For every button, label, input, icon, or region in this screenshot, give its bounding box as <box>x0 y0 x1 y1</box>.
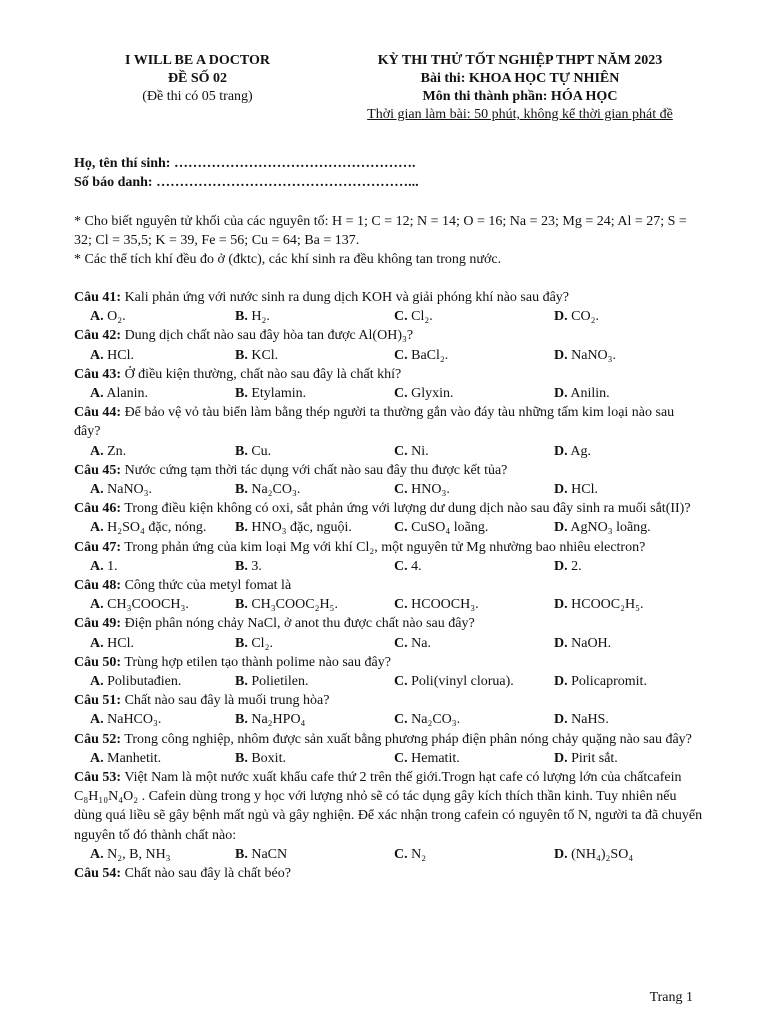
answer-text: HNO₃ đặc, nguội. <box>251 520 352 536</box>
exam-subject: Bài thi: KHOA HỌC TỰ NHIÊN <box>420 71 620 86</box>
question-51 <box>74 691 704 710</box>
school-name: I WILL BE A DOCTOR <box>125 53 270 68</box>
question-53 <box>74 768 704 845</box>
answer-letter: C. <box>394 597 408 613</box>
answer-option <box>235 518 394 537</box>
answer-letter: D. <box>554 443 568 459</box>
answer-text: KCl. <box>251 347 279 363</box>
question-47 <box>74 538 704 557</box>
answer-text: HCOOCH₃. <box>411 597 479 613</box>
answer-option <box>554 557 704 576</box>
answer-letter: A. <box>90 482 104 498</box>
answer-text: Cl₂. <box>251 635 273 651</box>
answer-letter: B. <box>235 558 248 574</box>
question-text: Trong điều kiện không có oxi, sắt phản ứng với lượng dư dung dịch nào sau đây sinh ra muối sắt(II)? <box>124 501 691 517</box>
answer-text: Ni. <box>411 443 429 459</box>
question-text: Để bảo vệ vỏ tàu biển làm bằng thép người ta thường gắn vào đáy tàu những tấm kim loại nào sau đây? <box>74 405 675 440</box>
question-number: Câu 48: <box>74 578 122 594</box>
answer-option <box>74 749 235 768</box>
answer-text: Na. <box>411 635 431 651</box>
answer-option <box>394 557 554 576</box>
answer-text: CuSO₄ loãng. <box>411 520 489 536</box>
answer-letter: A. <box>90 386 104 402</box>
answer-letter: B. <box>235 674 248 690</box>
answer-letter: B. <box>235 520 248 536</box>
answer-letter: B. <box>235 635 248 651</box>
exam-code: ĐỀ SỐ 02 <box>167 71 228 86</box>
question-number: Câu 41: <box>74 290 122 305</box>
answer-letter: D. <box>554 520 568 536</box>
answer-option <box>74 595 235 614</box>
answer-letter: D. <box>554 750 568 766</box>
question-number: Câu 52: <box>74 731 122 747</box>
answer-letter: B. <box>235 846 248 862</box>
answer-options <box>74 307 704 326</box>
answer-options <box>74 710 704 729</box>
question-text: Nước cứng tạm thời tác dụng với chất nào sau đây thu được kết tủa? <box>124 462 508 478</box>
answer-text: 1. <box>107 558 118 574</box>
answer-letter: C. <box>394 635 408 651</box>
question-number: Câu 51: <box>74 693 122 709</box>
answer-text: NaNO₃. <box>571 347 617 363</box>
answer-options <box>74 595 704 614</box>
question-number: Câu 44: <box>74 405 122 421</box>
question-text: Trong công nghiệp, nhôm được sản xuất bằng phương pháp điện phân nóng chảy quặng nào sau đây? <box>124 731 692 747</box>
answer-text: HCl. <box>107 347 134 363</box>
answer-text: 3. <box>251 558 262 574</box>
answer-letter: A. <box>90 558 104 574</box>
answer-text: HCOOC₂H₅. <box>571 597 644 613</box>
answer-option <box>235 557 394 576</box>
answer-text: 2. <box>571 558 582 574</box>
question-number: Câu 42: <box>74 328 122 344</box>
answer-text: Boxit. <box>251 750 286 766</box>
answer-option <box>554 634 704 653</box>
answer-letter: C. <box>394 712 408 728</box>
answer-option <box>554 595 704 614</box>
answer-letter: B. <box>235 597 248 613</box>
answer-option <box>554 307 704 326</box>
answer-letter: C. <box>394 674 408 690</box>
answer-text: Ag. <box>570 443 591 459</box>
answer-text: NaHS. <box>571 712 609 728</box>
answer-option <box>74 442 235 461</box>
answer-text: Polietilen. <box>251 674 309 690</box>
answer-option <box>394 442 554 461</box>
answer-option <box>235 442 394 461</box>
answer-letter: B. <box>235 309 248 325</box>
question-text: Chất nào sau đây là chất béo? <box>124 866 291 882</box>
question-text: Dung dịch chất nào sau đây hòa tan được Al(OH)₃? <box>124 328 414 344</box>
answer-option <box>554 672 704 691</box>
question-number: Câu 49: <box>74 616 122 632</box>
question-text: Kali phản ứng với nước sinh ra dung dịch KOH và giải phóng khí nào sau đây? <box>124 290 570 305</box>
question-text: Công thức của metyl fomat là <box>124 578 292 594</box>
answer-text: Zn. <box>107 443 127 459</box>
answer-option <box>74 710 235 729</box>
answer-letter: A. <box>90 520 104 536</box>
question-number: Câu 45: <box>74 462 122 478</box>
answer-text: AgNO₃ loãng. <box>570 520 651 536</box>
answer-text: (NH₄)₂SO₄ <box>571 846 634 862</box>
answer-options <box>74 480 704 499</box>
answer-option <box>394 384 554 403</box>
answer-option <box>394 845 554 864</box>
answer-option <box>74 557 235 576</box>
question-49 <box>74 614 704 633</box>
answer-text: NaOH. <box>571 635 612 651</box>
answer-options <box>74 557 704 576</box>
answer-option <box>394 749 554 768</box>
answer-options <box>74 749 704 768</box>
answer-option <box>394 346 554 365</box>
note-gas-volume: * Các thể tích khí đều đo ở (đktc), các khí sinh ra đều không tan trong nước. <box>74 252 502 267</box>
answer-option <box>235 595 394 614</box>
answer-options <box>74 442 704 461</box>
answer-option <box>394 672 554 691</box>
answer-letter: C. <box>394 520 408 536</box>
answer-option <box>394 480 554 499</box>
answer-options <box>74 346 704 365</box>
question-52 <box>74 730 704 749</box>
answer-option <box>554 845 704 864</box>
answer-text: NaCN <box>251 846 288 862</box>
answer-text: Manhetit. <box>107 750 162 766</box>
answer-letter: A. <box>90 674 104 690</box>
candidate-info <box>74 154 419 192</box>
answer-text: HCl. <box>107 635 134 651</box>
question-number: Câu 47: <box>74 539 122 555</box>
answer-letter: B. <box>235 482 248 498</box>
question-number: Câu 43: <box>74 366 122 382</box>
answer-letter: A. <box>90 712 104 728</box>
answer-letter: A. <box>90 750 104 766</box>
answer-letter: D. <box>554 386 568 402</box>
answer-letter: B. <box>235 347 248 363</box>
question-46 <box>74 499 704 518</box>
answer-letter: C. <box>394 750 408 766</box>
answer-letter: B. <box>235 712 248 728</box>
answer-options <box>74 845 704 864</box>
header-left <box>100 52 295 106</box>
answer-option <box>554 346 704 365</box>
question-text: Việt Nam là một nước xuất khẩu cafe thứ 2 trên thế giới.Trogn hạt cafe có lượng lớn của chấtcafein C₈H₁₀N₄O₂ . Cafein dùng trong y học với lượng nhỏ sẽ có tác dụng gây kích thích thần kinh. Tuy nhiên nếu dùng quá liều sẽ gây bệnh mất ngủ và gây nghiện. Để xác nhận trong cafein có nguyên tố N, người ta đã chuyển nguyên tố đó thành chất nào: <box>74 770 703 843</box>
answer-text: Na₂CO₃. <box>251 482 301 498</box>
answer-letter: C. <box>394 558 408 574</box>
answer-text: NaNO₃. <box>107 482 153 498</box>
answer-letter: D. <box>554 635 568 651</box>
question-48 <box>74 576 704 595</box>
answer-text: Poli(vinyl clorua). <box>411 674 514 690</box>
question-44 <box>74 403 704 441</box>
answer-letter: B. <box>235 750 248 766</box>
question-text: Trùng hợp etilen tạo thành polime nào sau đây? <box>124 654 391 670</box>
answer-option <box>74 845 235 864</box>
answer-text: Glyxin. <box>411 386 454 402</box>
candidate-name: Họ, tên thí sinh: ……………………………………………. <box>74 156 416 171</box>
answer-text: Na₂HPO₄ <box>251 712 306 728</box>
answer-letter: C. <box>394 347 408 363</box>
answer-letter: D. <box>554 846 568 862</box>
question-54 <box>74 864 704 883</box>
answer-option <box>74 346 235 365</box>
answer-option <box>554 384 704 403</box>
exam-duration: Thời gian làm bài: 50 phút, không kể thời gian phát đề <box>367 107 673 122</box>
answer-text: Anilin. <box>570 386 610 402</box>
answer-text: HCl. <box>571 482 598 498</box>
answer-option <box>74 518 235 537</box>
exam-title: KỲ THI THỬ TỐT NGHIỆP THPT NĂM 2023 <box>377 53 663 68</box>
answer-letter: B. <box>235 386 248 402</box>
answer-option <box>554 442 704 461</box>
answer-text: BaCl₂. <box>411 347 449 363</box>
answer-option <box>394 518 554 537</box>
answer-letter: D. <box>554 558 568 574</box>
answer-text: N₂, B, NH₃ <box>107 846 171 862</box>
answer-letter: D. <box>554 712 568 728</box>
exam-component: Môn thi thành phần: HÓA HỌC <box>422 89 618 104</box>
answer-option <box>235 672 394 691</box>
answer-text: N₂ <box>411 846 427 862</box>
answer-text: Alanin. <box>106 386 148 402</box>
answer-text: HNO₃. <box>411 482 450 498</box>
answer-option <box>235 307 394 326</box>
answer-option <box>394 595 554 614</box>
question-text: Điện phân nóng chảy NaCl, ở anot thu được chất nào sau đây? <box>124 616 475 632</box>
answer-option <box>235 634 394 653</box>
answer-letter: D. <box>554 347 568 363</box>
question-45 <box>74 461 704 480</box>
answer-letter: A. <box>90 347 104 363</box>
answer-option <box>74 480 235 499</box>
answer-letter: B. <box>235 443 248 459</box>
answer-text: Cu. <box>251 443 272 459</box>
answer-option <box>74 634 235 653</box>
answer-text: Polibutađien. <box>107 674 182 690</box>
question-43 <box>74 365 704 384</box>
question-text: Ở điều kiện thường, chất nào sau đây là chất khí? <box>124 366 402 382</box>
question-50 <box>74 653 704 672</box>
answer-text: Pirit sắt. <box>571 750 618 766</box>
answer-letter: D. <box>554 674 568 690</box>
answer-letter: C. <box>394 309 408 325</box>
answer-text: Hematit. <box>411 750 460 766</box>
answer-letter: D. <box>554 597 568 613</box>
question-number: Câu 46: <box>74 501 122 517</box>
question-number: Câu 50: <box>74 654 122 670</box>
question-number: Câu 53: <box>74 770 122 786</box>
answer-options <box>74 518 704 537</box>
answer-text: H₂. <box>251 309 270 325</box>
answer-text: NaHCO₃. <box>107 712 162 728</box>
notes <box>74 212 704 269</box>
answer-option <box>554 749 704 768</box>
answer-text: H₂SO₄ đặc, nóng. <box>107 520 207 536</box>
answer-options <box>74 634 704 653</box>
answer-text: 4. <box>411 558 422 574</box>
answer-text: O₂. <box>107 309 126 325</box>
answer-letter: C. <box>394 386 408 402</box>
note-atomic-mass: * Cho biết nguyên tử khối của các nguyên tố: H = 1; C = 12; N = 14; O = 16; Na = 23; Mg = 24; Al = 27; S = 32; Cl = 35,5; K = 39, Fe = 56; Cu = 64; Ba = 137. <box>74 214 687 248</box>
answer-options <box>74 384 704 403</box>
answer-letter: A. <box>90 597 104 613</box>
answer-option <box>554 518 704 537</box>
answer-option <box>394 710 554 729</box>
answer-text: Policapromit. <box>571 674 647 690</box>
answer-letter: A. <box>90 635 104 651</box>
answer-text: CH₃COOC₂H₅. <box>251 597 338 613</box>
answer-letter: D. <box>554 482 568 498</box>
answer-letter: D. <box>554 309 568 325</box>
question-text: Trong phản ứng của kim loại Mg với khí Cl₂, một nguyên tử Mg nhường bao nhiêu electron? <box>124 539 646 555</box>
answer-option <box>74 307 235 326</box>
answer-letter: A. <box>90 309 104 325</box>
header-right <box>340 52 700 124</box>
answer-option <box>235 710 394 729</box>
answer-option <box>394 634 554 653</box>
answer-letter: A. <box>90 443 104 459</box>
answer-option <box>554 480 704 499</box>
answer-text: Etylamin. <box>251 386 307 402</box>
question-list <box>74 288 704 883</box>
answer-option <box>235 346 394 365</box>
answer-letter: C. <box>394 443 408 459</box>
answer-option <box>235 384 394 403</box>
answer-option <box>74 384 235 403</box>
candidate-id: Số báo danh: ………………………………………………... <box>74 175 419 190</box>
answer-letter: C. <box>394 482 408 498</box>
answer-option <box>394 307 554 326</box>
answer-text: CO₂. <box>571 309 599 325</box>
question-number: Câu 54: <box>74 866 122 882</box>
question-42 <box>74 326 704 345</box>
page-count: (Đề thi có 05 trang) <box>142 89 253 104</box>
answer-options <box>74 672 704 691</box>
answer-option <box>74 672 235 691</box>
answer-text: CH₃COOCH₃. <box>107 597 189 613</box>
answer-option <box>235 480 394 499</box>
answer-letter: C. <box>394 846 408 862</box>
answer-option <box>554 710 704 729</box>
answer-option <box>235 845 394 864</box>
page-number: Trang 1 <box>649 990 693 1005</box>
answer-option <box>235 749 394 768</box>
question-text: Chất nào sau đây là muối trung hòa? <box>124 693 330 709</box>
question-41 <box>74 288 704 307</box>
answer-text: Cl₂. <box>411 309 433 325</box>
answer-text: Na₂CO₃. <box>411 712 461 728</box>
answer-letter: A. <box>90 846 104 862</box>
